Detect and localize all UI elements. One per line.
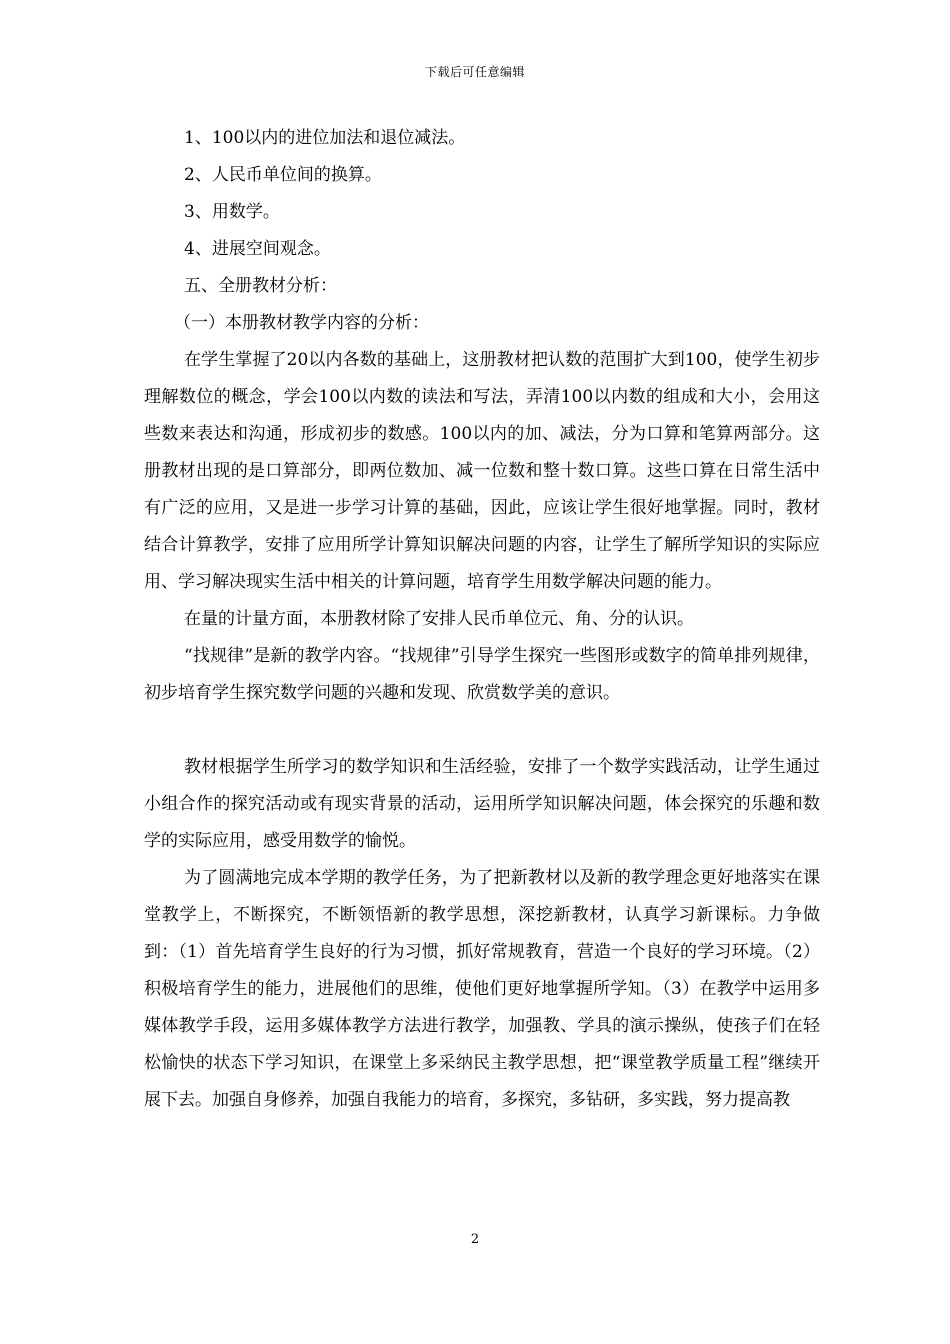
list-item: 4、进展空间观念。	[184, 239, 331, 259]
document-body	[144, 120, 820, 1119]
paragraph-practice-activity: 教材根据学生所学习的数学知识和生活经验，安排了一个数学实践活动，让学生通过小组合作的探究活动或有现实背景的活动，运用所学知识解决问题，体会探究的乐趣和数学的实际应用，感受用数学的愉悦。	[144, 757, 820, 851]
paragraph-teaching-goals: 为了圆满地完成本学期的教学任务，为了把新教材以及新的教学理念更好地落实在课堂教学上，不断探究，不断领悟新的教学思想，深挖新教材，认真学习新课标。力争做到：（1）首先培育学生良好的行为习惯，抓好常规教育，营造一个良好的学习环境。（2）积极培育学生的能力，进展他们的思维，使他们更好地掌握所学知。（3）在教学中运用多媒体教学手段，运用多媒体教学方法进行教学，加强教、学具的演示操纵，使孩子们在轻松愉快的状态下学习知识，在课堂上多采纳民主教学思想，把“课堂教学质量工程”继续开展下去。加强自身修养，加强自我能力的培育，多探究，多钻研，多实践，努力提高教	[144, 868, 820, 1110]
section-title: 五、全册教材分析：	[184, 276, 337, 296]
subsection-title: （一）本册教材教学内容的分析：	[174, 313, 429, 333]
paragraph-number-range: 在学生掌握了20以内各数的基础上，这册教材把认数的范围扩大到100，使学生初步理解数位的概念，学会100以内数的读法和写法，弄清100以内数的组成和大小，会用这些数来表达和沟通，形成初步的数感。100以内的加、减法，分为口算和笔算两部分。这册教材出现的是口算部分，即两位数加、减一位数和整十数口算。这些口算在日常生活中有广泛的应用，又是进一步学习计算的基础，因此，应该让学生很好地掌握。同时，教材结合计算教学，安排了应用所学计算知识解决问题的内容，让学生了解所学知识的实际应用、学习解决现实生活中相关的计算问题，培育学生用数学解决问题的能力。	[144, 350, 820, 592]
paragraph-find-pattern: “找规律”是新的教学内容。“找规律”引导学生探究一些图形或数字的简单排列规律，初步培育学生探究数学问题的兴趣和发现、欣赏数学美的意识。	[144, 646, 820, 703]
blank-line	[144, 712, 820, 749]
list-item: 2、人民币单位间的换算。	[184, 165, 382, 185]
list-item: 3、用数学。	[184, 202, 280, 222]
page-header: 下载后可任意编辑	[424, 65, 525, 79]
list-item: 1、100以内的进位加法和退位减法。	[184, 128, 466, 148]
paragraph-measurement: 在量的计量方面，本册教材除了安排人民币单位元、角、分的认识。	[184, 609, 694, 629]
page-number: 2	[470, 1232, 480, 1247]
